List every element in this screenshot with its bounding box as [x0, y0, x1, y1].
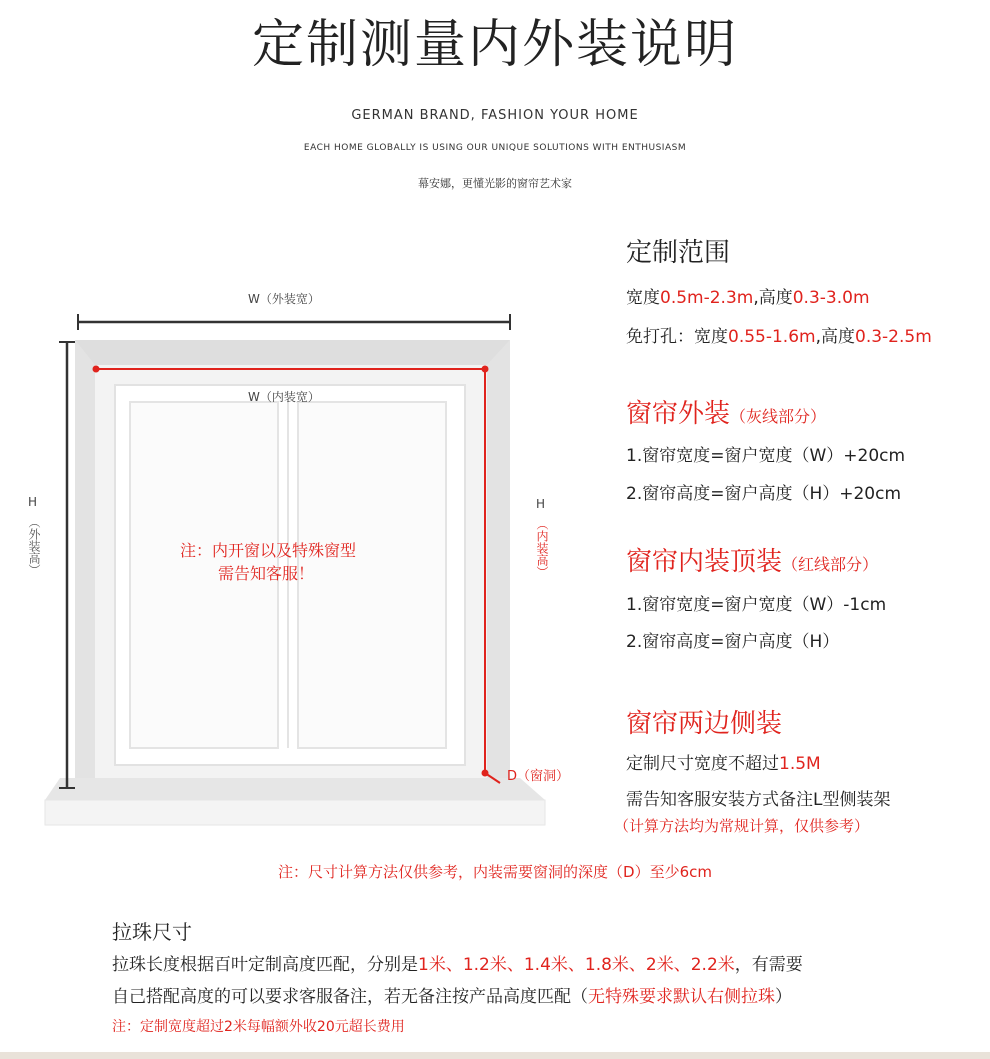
range-line1-prefix: 宽度 — [626, 288, 660, 308]
pull-bead-line1-suffix: ，有需要 — [734, 955, 803, 975]
measurement-note-suffix: 至少6cm — [649, 863, 712, 881]
window-sill — [45, 800, 545, 825]
pull-bead-line1-prefix: 拉珠长度根据百叶定制高度匹配，分别是 — [112, 955, 418, 975]
range-line-1 — [626, 283, 870, 308]
inner-mount-item-1: 1.窗帘宽度=窗户宽度（W）-1cm — [626, 595, 887, 615]
pull-bead-line-1 — [112, 950, 803, 975]
pull-bead-lengths: 1米、1.2米、1.4米、1.8米、2米、2.2米 — [418, 955, 735, 975]
window-left-bevel — [75, 340, 95, 790]
inner-point-right — [482, 366, 489, 373]
range-width-value: 0.5m-2.3m — [660, 288, 754, 308]
brand-slogan-cn: 幕安娜，更懂光影的窗帘艺术家 — [418, 177, 572, 190]
inner-height-label: （内装高） — [535, 518, 549, 578]
pull-bead-title: 拉珠尺寸 — [112, 920, 192, 944]
inner-mount-item-2: 2.窗帘高度=窗户高度（H） — [626, 632, 840, 652]
side-mount-line-1 — [626, 749, 821, 774]
range-title: 定制范围 — [626, 238, 731, 268]
inner-width-label: W（内装宽） — [248, 390, 320, 404]
side-mount-line-2: 需告知客服安装方式备注L型侧装架 — [626, 790, 891, 810]
range-line2-mid: ,高度 — [815, 327, 855, 347]
inner-mount-title-text: 窗帘内装顶装 — [626, 547, 783, 577]
outer-height-letter: H — [28, 495, 38, 509]
outer-mount-title — [626, 393, 826, 430]
brand-slogan: GERMAN BRAND, FASHION YOUR HOME — [351, 108, 639, 123]
diagram-note-line2: 需告知客服！ — [218, 564, 315, 583]
inner-point-left — [93, 366, 100, 373]
side-mount-line-3: （计算方法均为常规计算，仅供参考） — [614, 817, 870, 835]
depth-label: D（窗洞） — [507, 769, 570, 784]
pull-bead-line2-prefix: 自己搭配高度的可以要求客服备注，若无备注按产品高度匹配（ — [112, 987, 588, 1007]
outer-mount-item-2: 2.窗帘高度=窗户高度（H）+20cm — [626, 484, 902, 504]
side-mount-line1-prefix: 定制尺寸宽度不超过 — [626, 754, 779, 774]
range-height-value: 0.3-3.0m — [792, 288, 870, 308]
bottom-divider — [0, 1052, 990, 1059]
pull-bead-note: 注：定制宽度超过2米每幅额外收20元超长费用 — [112, 1019, 405, 1035]
measurement-note — [0, 861, 990, 882]
pull-bead-default: 无特殊要求默认右侧拉珠 — [588, 987, 775, 1007]
inner-mount-title — [626, 541, 878, 578]
measurement-note-prefix: 注：尺寸计算方法仅供参考，内装需要窗洞的 — [278, 863, 579, 881]
brand-tagline: EACH HOME GLOBALLY IS USING OUR UNIQUE SOLUTIONS WITH ENTHUSIASM — [303, 143, 687, 153]
outer-mount-item-1: 1.窗帘宽度=窗户宽度（W）+20cm — [626, 446, 906, 466]
outer-width-label: W（外装宽） — [248, 292, 320, 306]
range-nodrill-width-value: 0.55-1.6m — [728, 327, 816, 347]
window-diagram — [0, 0, 600, 840]
window-pane-right — [298, 402, 446, 748]
window-right-bevel — [487, 340, 510, 790]
range-line2-prefix: 免打孔：宽度 — [626, 327, 728, 347]
inner-height-letter: H — [536, 497, 546, 511]
side-mount-title: 窗帘两边侧装 — [626, 709, 783, 739]
outer-height-label: （外装高） — [27, 516, 41, 576]
range-line-2 — [626, 322, 932, 347]
diagram-note-line1: 注：内开窗以及特殊窗型 — [180, 541, 357, 560]
window-top-bevel — [75, 340, 510, 365]
range-line1-mid: ,高度 — [753, 288, 793, 308]
outer-mount-subtitle: （灰线部分） — [730, 407, 827, 426]
range-nodrill-height-value: 0.3-2.5m — [855, 327, 932, 347]
pull-bead-line2-suffix: ） — [775, 987, 792, 1007]
side-mount-max-width: 1.5M — [779, 754, 821, 774]
inner-point-bottom — [482, 770, 489, 777]
outer-mount-title-text: 窗帘外装 — [626, 399, 731, 429]
window-sill-top — [45, 778, 545, 800]
measurement-note-depth: 深度（D） — [578, 863, 650, 881]
page-title: 定制测量内外装说明 — [251, 15, 738, 75]
pull-bead-line-2 — [112, 982, 792, 1007]
inner-mount-subtitle: （红线部分） — [782, 555, 879, 574]
